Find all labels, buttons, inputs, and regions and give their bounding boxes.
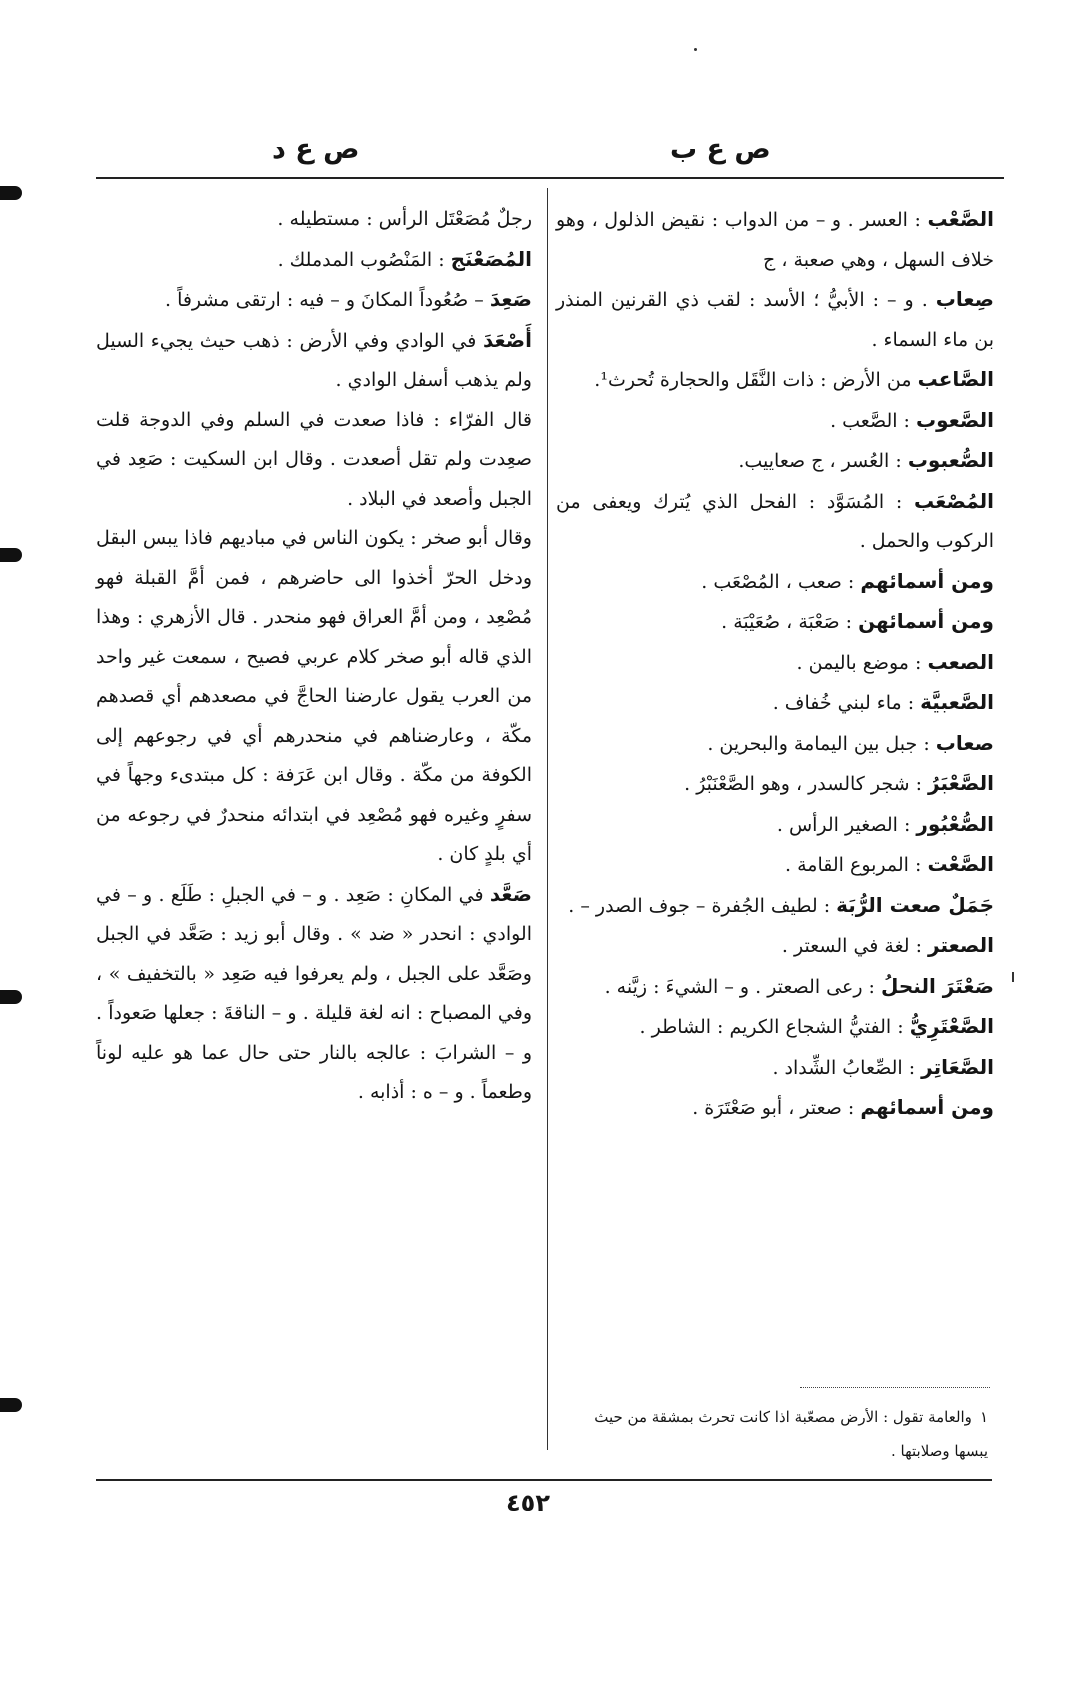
entry-definition: رجلٌ مُصَعْتَل الرأس : مستطيله . xyxy=(277,208,532,230)
entry-headword: أَصْعَدَ xyxy=(482,327,532,352)
dictionary-entry xyxy=(556,764,994,805)
entry-headword: الصَّعْت xyxy=(927,852,994,876)
dictionary-entry xyxy=(556,441,994,482)
entry-definition: : لغة في السعتر . xyxy=(781,935,922,957)
entry-definition: . و – : الأبيُّ ؛ الأسد : لقب ذي القرنين المنذر بن ماء السماء . xyxy=(556,289,994,351)
entry-headword: الصُّعبوب xyxy=(907,448,994,472)
entry-headword: صَعِدَ xyxy=(489,287,532,311)
footnote-number: ١ xyxy=(979,1408,988,1426)
dictionary-entry xyxy=(556,200,994,280)
entry-definition: وقال أبو صخر : يكون الناس في مباديهم فاذا يبس البقل ودخل الحرّ أخذوا الى حاضرهم ، فمن أمَّ القبلة فهو مُصْعِد ، ومن أمَّ العراق فهو منحدر . قال الأزهري : وهذا الذي قاله أبو صخر كلام عربي فصيح ، سمعت غير واحد من العرب يقول عارضنا الحاجَّ في مصعدهم أي قصدهم مكّة ، وعارضناهم في منحدرهم أي في رجوعهم إلى الكوفة من مكّة . وقال ابن عَرَفة : كل مبتدىء وجهاً في سفرٍ وغيره فهو مُصْعِد في ابتدائه منحدرٌ في رجوعه من أي بلدٍ كان . xyxy=(96,527,532,865)
entry-definition: : الصَّعب . xyxy=(830,409,910,432)
entry-headword: الصَّعْب xyxy=(927,207,994,231)
running-header-right: ص ع ب xyxy=(670,134,771,165)
entry-definition: في الوادي وفي الأرض : ذهب حيث يجيء السيل ولم يذهب أسفل الوادي . xyxy=(96,329,532,391)
entry-definition: قال الفرّاء : فاذا صعدت في السلم وفي الدوجة قلت صعِدت ولم تقل أصعدت . وقال ابن السكيت : صَعِد في الجبل وأصعد في البلاد . xyxy=(96,408,532,510)
dictionary-entry xyxy=(556,683,994,724)
entry-definition: : صَعْبَة ، صُعَيْبَة . xyxy=(721,611,853,633)
dictionary-entry xyxy=(556,845,994,886)
dictionary-entry xyxy=(556,1088,994,1129)
dictionary-entry xyxy=(556,482,994,562)
footnote-separator xyxy=(800,1387,990,1388)
dictionary-entry xyxy=(96,401,532,520)
binding-hole-mark xyxy=(0,548,22,562)
footer-rule xyxy=(96,1479,992,1481)
left-column xyxy=(96,200,532,1113)
entry-headword: الصَّعَاتِر xyxy=(921,1054,994,1079)
binding-hole-mark xyxy=(0,186,22,200)
dictionary-entry xyxy=(556,602,994,643)
margin-tick xyxy=(1012,972,1014,982)
binding-hole-mark xyxy=(0,1398,22,1412)
entry-definition: : صعب ، المُصْعَب . xyxy=(701,570,855,593)
entry-headword: ومن أسمائهم xyxy=(860,1095,994,1119)
entry-definition: : الفتيُّ الشجاع الكريم : الشاطر . xyxy=(639,1016,904,1038)
dictionary-entry xyxy=(556,724,994,765)
dictionary-entry xyxy=(96,280,532,321)
header-rule xyxy=(96,177,1004,179)
dictionary-entry xyxy=(556,1007,994,1048)
entry-definition: : موضع باليمن . xyxy=(796,651,922,674)
entry-headword: صَعَّد xyxy=(489,881,532,906)
entry-headword: المُصْعَب xyxy=(914,488,994,513)
entry-definition: : ماء لبني خُفاف . xyxy=(772,692,915,714)
entry-definition: : لطيف الجُفرة – جوف الصدر – . xyxy=(568,894,831,917)
entry-headword: ومن أسمائهم xyxy=(860,568,994,593)
footnote-text: والعامة تقول : الأرض مصعّبة اذا كانت تحرث بمشقة من حيث يبسها وصلابتها . xyxy=(594,1408,988,1460)
dictionary-entry xyxy=(556,280,994,360)
dictionary-entry xyxy=(556,1048,994,1089)
entry-definition: : المُسَوَّد : الفحل الذي يُترك ويعفى من الركوب والحمل . xyxy=(556,490,994,552)
dictionary-entry xyxy=(556,886,994,927)
entry-headword: الصعب xyxy=(927,649,994,674)
dictionary-entry xyxy=(556,805,994,846)
binding-hole-mark xyxy=(0,990,22,1004)
entry-definition: : المَنْصُوب المدملك . xyxy=(277,248,445,271)
print-speck xyxy=(694,48,697,51)
entry-definition: : شجر كالسدر ، وهو الصَّعْنَبْرُ . xyxy=(684,773,922,795)
dictionary-entry xyxy=(96,875,532,1113)
dictionary-entry xyxy=(556,643,994,684)
dictionary-entry xyxy=(96,519,532,875)
entry-headword: صَعْتَرَ النحلُ xyxy=(881,973,994,998)
entry-headword: المُصَعْنَج xyxy=(450,246,532,271)
entry-headword: الصَّعوب xyxy=(916,407,994,432)
entry-definition: : المربوع القامة . xyxy=(785,854,922,876)
entry-headword: ومن أسمائهن xyxy=(858,609,994,633)
dictionary-entry xyxy=(96,200,532,240)
entry-headword: الصَّعْتَرِيُّ xyxy=(909,1014,994,1038)
column-divider xyxy=(547,188,548,1450)
entry-definition: : جبل بين اليمامة والبحرين . xyxy=(707,732,930,755)
entry-headword: الصعتر xyxy=(928,933,994,957)
entry-definition: : العسر . و – من الدواب : نقيض الذلول ، وهو خلاف السهل ، وهي صعبة ، ج xyxy=(556,209,994,271)
dictionary-entry xyxy=(556,967,994,1008)
entry-definition: : الصغير الرأس . xyxy=(776,813,911,836)
entry-definition: : العُسر ، ج صعاييب. xyxy=(738,450,902,472)
entry-definition: في المكانِ : صَعِد . و – في الجبلِ : طَلَع . و – في الوادي : انحدر « ضد » . وقال أبو زيد : صَعَّد في الجبل وصَعَّد على الجبل ، ولم يعرفوا فيه صَعِد « بالتخفيف » ، وفي المصباح : انه لغة قليلة . و – الناقةَ : جعلها صَعوداً . و – الشرابَ : عالجه بالنار حتى حال عما هو عليه لوناً وطعماً . و – ه : أذابه . xyxy=(96,883,532,1103)
entry-definition: : الصِّعابُ الشِّداد . xyxy=(772,1056,916,1079)
dictionary-entry xyxy=(556,401,994,442)
entry-headword: صِعاب xyxy=(935,287,994,311)
entry-definition: من الأرض : ذات النَّقَل والحجارة تُحرث¹. xyxy=(594,369,912,391)
entry-headword: جَمَلٌ صعت الرُّبَة xyxy=(836,892,994,917)
entry-headword: الصَّعْبَرُ xyxy=(928,771,994,795)
right-column xyxy=(556,200,994,1129)
entry-definition: – صُعُوداً المكانَ و – فيه : ارتقى مشرفاً . xyxy=(164,289,484,311)
dictionary-entry xyxy=(556,926,994,967)
entry-headword: صعاب xyxy=(935,730,994,755)
entry-headword: الصُّعْبُور xyxy=(916,811,994,836)
entry-headword: الصَّاعب xyxy=(917,367,994,391)
entry-headword: الصَّعبيَّة xyxy=(920,690,994,714)
entry-definition: : رعى الصعتر . و – الشيءَ : زيَّنه . xyxy=(604,975,875,998)
entry-definition: : صعتر ، أبو صَعْتَرَة . xyxy=(692,1097,855,1119)
dictionary-entry xyxy=(96,240,532,281)
dictionary-entry xyxy=(556,360,994,401)
dictionary-entry xyxy=(96,321,532,401)
dictionary-entry xyxy=(556,562,994,603)
running-header-left: ص ع د xyxy=(272,134,360,165)
page-number: ٤٥٢ xyxy=(506,1489,550,1517)
footnote xyxy=(556,1400,988,1468)
